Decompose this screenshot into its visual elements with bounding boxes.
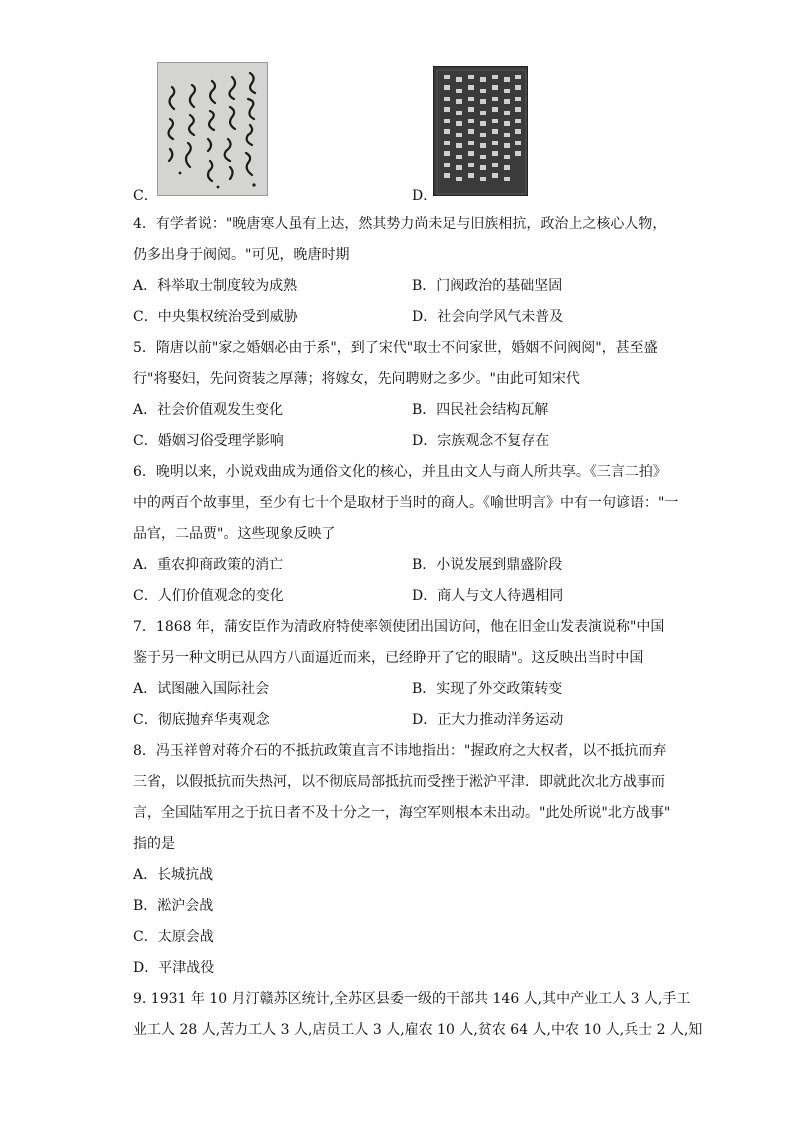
question-4-option-d[interactable]: D．社会向学风气未普及 <box>412 309 564 325</box>
question-6-option-d[interactable]: D．商人与文人待遇相同 <box>412 588 564 604</box>
question-5-stem-line1: 5．隋唐以前"家之婚姻必由于系"，到了宋代"取士不问家世，婚姻不问阀阅"，甚至盛 <box>133 340 658 356</box>
question-7-option-c[interactable]: C．彻底抛弃华夷观念 <box>133 712 270 728</box>
question-6-option-a[interactable]: A．重农抑商政策的消亡 <box>133 557 284 573</box>
stone-inscription-icon <box>434 67 528 196</box>
question-6-stem-line3: 品官，二品贾"。这些现象反映了 <box>133 526 336 542</box>
question-8-stem-line2: 三省，以假抵抗而失热河，以不彻底局部抵抗而受挫于淞沪平津．即就此次北方战事而 <box>133 774 665 790</box>
calligraphy-image-c <box>157 62 268 196</box>
question-6-stem-line2: 中的两百个故事里，至少有七十个是取材于当时的商人。《喻世明言》中有一句谚语："一 <box>133 495 679 511</box>
question-7-option-b[interactable]: B．实现了外交政策转变 <box>412 681 563 697</box>
question-8-stem-line3: 言，全国陆军用之于抗日者不及十分之一，海空军则根本未出动。"此处所说"北方战事" <box>133 805 671 821</box>
question-8-stem-line4: 指的是 <box>133 836 175 852</box>
question-4-option-b[interactable]: B．门阀政治的基础坚固 <box>412 278 563 294</box>
question-8-option-d[interactable]: D．平津战役 <box>133 960 215 976</box>
cursive-calligraphy-icon <box>158 63 268 196</box>
question-6-option-b[interactable]: B．小说发展到鼎盛阶段 <box>412 557 563 573</box>
option-d-label: D． <box>412 188 438 204</box>
question-8-option-c[interactable]: C．太原会战 <box>133 929 214 945</box>
question-4-option-a[interactable]: A．科举取士制度较为成熟 <box>133 278 298 294</box>
question-4-stem-line2: 仍多出身于阀阅。"可见，晚唐时期 <box>133 247 350 263</box>
question-5-option-d[interactable]: D．宗族观念不复存在 <box>412 433 550 449</box>
question-7-option-d[interactable]: D．正大力推动洋务运动 <box>412 712 564 728</box>
question-5-option-c[interactable]: C．婚姻习俗受理学影响 <box>133 433 284 449</box>
question-6-option-c[interactable]: C．人们价值观念的变化 <box>133 588 284 604</box>
question-7-stem-line1: 7．1868 年，蒲安臣作为清政府特使率领使团出国访问，他在旧金山发表演说称"中国 <box>133 619 665 635</box>
option-c-label: C． <box>133 188 158 204</box>
question-8-stem-line1: 8．冯玉祥曾对蒋介石的不抵抗政策直言不讳地指出："握政府之大权者，以不抵抗而弃 <box>133 743 667 759</box>
question-9-stem-line1: 9. 1931 年 10 月汀赣苏区统计,全苏区县委一级的干部共 146 人,其中产业工人 3 人,手工 <box>133 991 691 1007</box>
question-4-stem-line1: 4．有学者说："晚唐寒人虽有上达，然其势力尚未足与旧族相抗，政治上之核心人物， <box>133 216 667 232</box>
question-5-stem-line2: 行"将娶妇，先问资装之厚薄；将嫁女，先问聘财之多少。"由此可知宋代 <box>133 371 580 387</box>
question-7-stem-line2: 鉴于另一种文明已从四方八面逼近而来，已经睁开了它的眼睛"。这反映出当时中国 <box>133 650 644 666</box>
question-8-option-b[interactable]: B．淞沪会战 <box>133 898 214 914</box>
stone-rubbing-image-d <box>433 66 528 196</box>
question-5-option-b[interactable]: B．四民社会结构瓦解 <box>412 402 549 418</box>
question-5-option-a[interactable]: A．社会价值观发生变化 <box>133 402 284 418</box>
question-8-option-a[interactable]: A．长城抗战 <box>133 867 214 883</box>
question-9-stem-line2: 业工人 28 人,苦力工人 3 人,店员工人 3 人,雇农 10 人,贫农 64 人,中农 10 人,兵士 2 人,知 <box>133 1022 703 1038</box>
question-7-option-a[interactable]: A．试图融入国际社会 <box>133 681 270 697</box>
question-6-stem-line1: 6．晚明以来，小说戏曲成为通俗文化的核心，并且由文人与商人所共享。《三言二拍》 <box>133 464 667 480</box>
question-4-option-c[interactable]: C．中央集权统治受到威胁 <box>133 309 298 325</box>
